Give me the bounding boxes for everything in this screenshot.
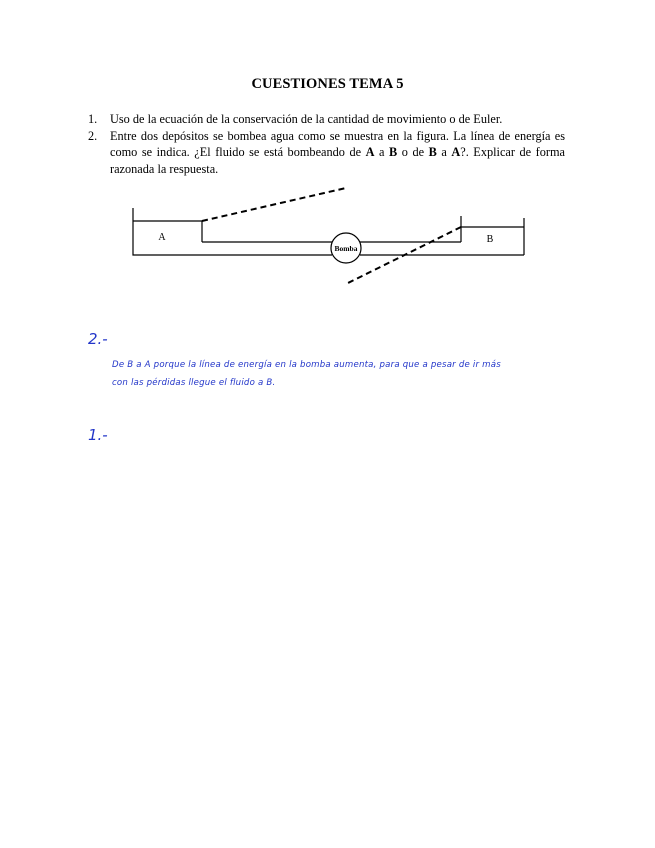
handwritten-answer-line-2: con las pérdidas llegue el fluido a B. [112, 378, 276, 388]
question-text-part: o de [397, 145, 429, 159]
bold-label-b: B [428, 145, 437, 159]
energy-line-left [202, 188, 346, 221]
question-text-part: a [436, 145, 452, 159]
bold-label-a: A [365, 145, 375, 159]
handwritten-answer-number-2: 2.- [88, 330, 108, 348]
question-text [110, 128, 565, 178]
question-item-2 [88, 128, 565, 178]
tank-a-label: A [158, 232, 166, 243]
document-title: CUESTIONES TEMA 5 [251, 76, 404, 92]
question-list [88, 111, 565, 177]
question-number: 1. [88, 112, 98, 126]
question-text: Uso de la ecuación de la conservación de la cantidad de movimiento o de Euler. [110, 112, 503, 126]
question-text-part: a [374, 145, 390, 159]
question-item-1 [88, 111, 565, 128]
question-text-part: ?. Explicar de forma razonada la respuesta. [110, 145, 565, 176]
tank-b-label: B [486, 234, 494, 245]
handwritten-answer-line-1: De B a A porque la línea de energía en la bomba aumenta, para que a pesar de ir más [112, 360, 501, 370]
tank-pump-diagram [120, 180, 540, 295]
question-text-part: Entre dos depósitos se bombea agua como se muestra en la figura. La línea de energía es como se indica. ¿El fluido se está bombeando de [110, 128, 565, 159]
bold-label-a: A [451, 145, 461, 159]
pump-label: Bomba [334, 244, 358, 253]
question-number: 2. [88, 128, 98, 143]
handwritten-answer-number-1: 1.- [88, 426, 108, 444]
bold-label-b: B [389, 145, 398, 159]
